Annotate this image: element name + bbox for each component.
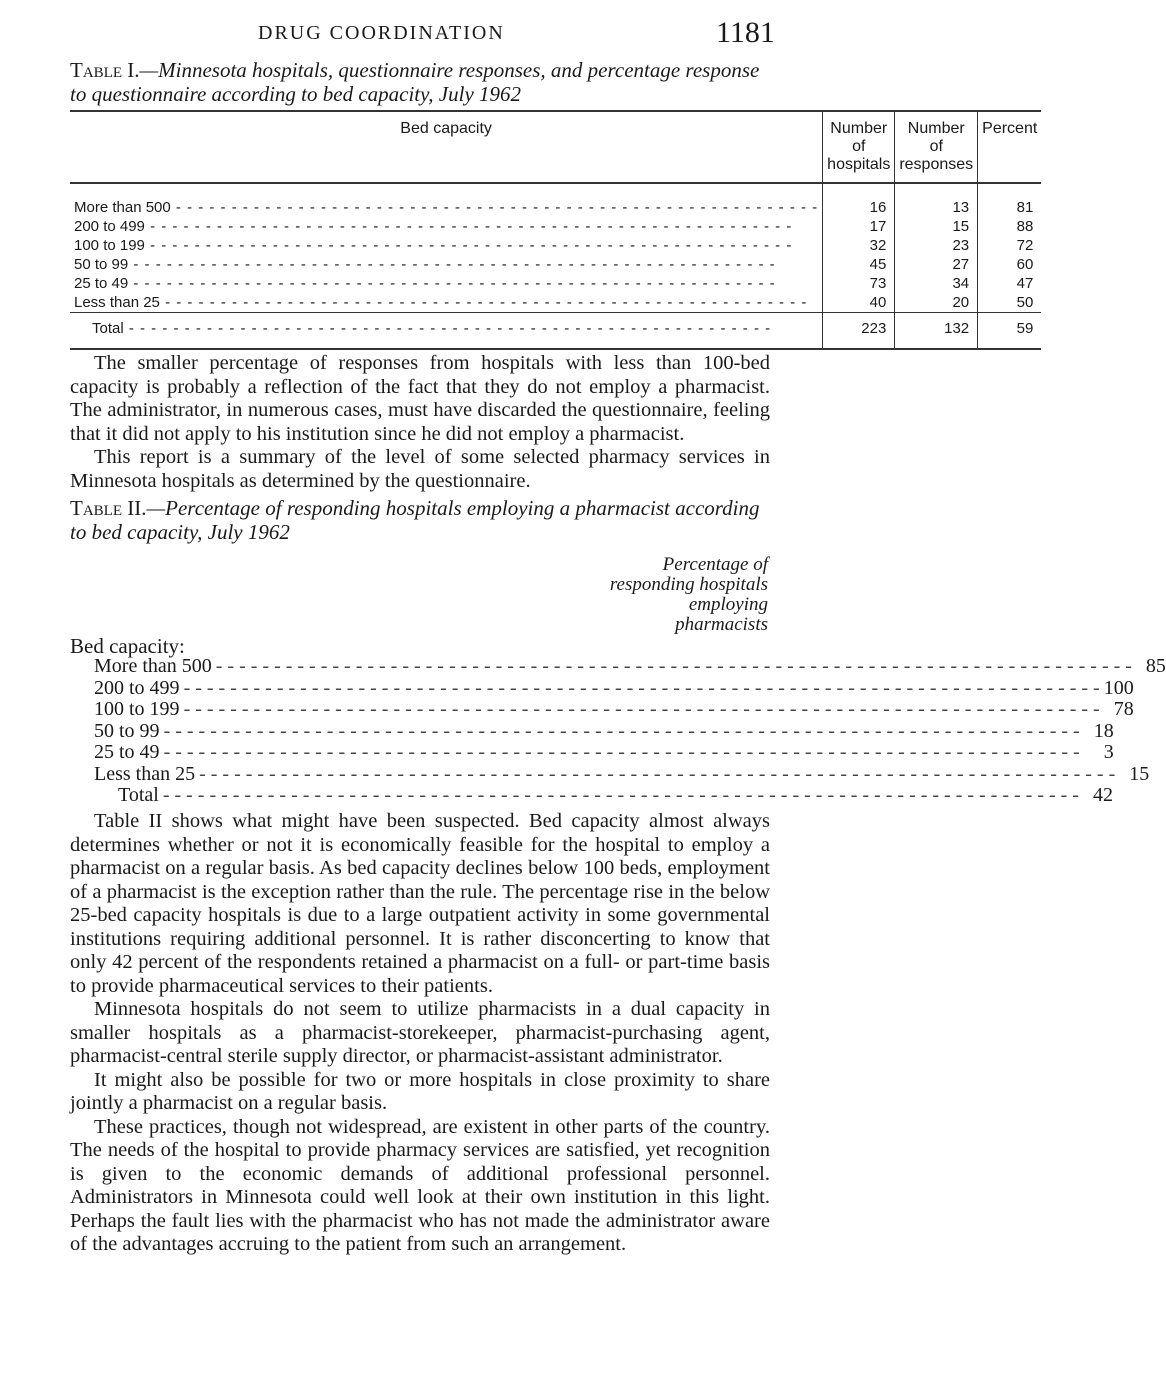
- table2-title-text: —Percentage of responding hospitals employing a pharmacist according to bed capacity, July 1962: [70, 496, 760, 544]
- paragraph: It might also be possible for two or more hospitals in close proximity to share jointly a pharmacist on a regular basis.: [70, 1068, 770, 1114]
- page-number: 1181: [716, 16, 775, 49]
- table-total-row: [70, 313, 1041, 350]
- table-row: [70, 255, 1041, 274]
- cell-hospitals: 40: [823, 293, 895, 313]
- row-label: 50 to 99 - - -: [70, 255, 823, 274]
- list-item-total: [94, 784, 1113, 807]
- body-text-1: [70, 352, 770, 493]
- list-item: [94, 719, 1114, 743]
- row-label: More than 500: [94, 655, 212, 677]
- table2-title-lead: Table II.: [70, 496, 147, 520]
- row-label: 25 to 49: [94, 741, 160, 763]
- cell-percent: 81: [978, 183, 1042, 217]
- table2-title: [70, 496, 770, 544]
- leader-dots: [163, 785, 1079, 807]
- leader-dots: [216, 656, 1132, 678]
- body-text-2: [70, 810, 770, 1257]
- total-label: Total: [118, 784, 159, 806]
- table1-col-hospitals: Number of hospitals: [823, 111, 895, 183]
- list-item: [94, 676, 1134, 700]
- table-row: [70, 217, 1041, 236]
- table1-title-text: —Minnesota hospitals, questionnaire responses, and percentage response to questionnaire according to bed capacity, July 1962: [70, 58, 760, 106]
- running-head: DRUG COORDINATION: [258, 22, 505, 44]
- list-item: [94, 762, 1150, 786]
- table-row: [70, 236, 1041, 255]
- row-value: 100: [1103, 676, 1134, 699]
- cell-hospitals: 73: [823, 274, 895, 293]
- cell-percent: 88: [978, 217, 1042, 236]
- table2-column-head: Percentage of responding hospitals employing pharmacists: [609, 554, 768, 635]
- table2-stub-head: Bed capacity:: [70, 634, 185, 658]
- table1-col-percent: Percent: [978, 111, 1042, 183]
- row-label: 100 to 199: [94, 698, 180, 720]
- row-value: 18: [1093, 719, 1114, 742]
- row-label: 25 to 49 - - -: [70, 274, 823, 293]
- cell-hospitals: 32: [823, 236, 895, 255]
- paragraph: This report is a summary of the level of some selected pharmacy services in Minnesota hospitals as determined by the questionnaire.: [70, 446, 770, 492]
- leader-dots: [164, 721, 1080, 743]
- row-label: 50 to 99: [94, 719, 160, 742]
- list-item: [94, 698, 1134, 721]
- cell-percent: 50: [978, 293, 1042, 313]
- cell-hospitals: 45: [823, 255, 895, 274]
- cell-responses: 15: [895, 217, 978, 236]
- row-value: 3: [1103, 741, 1114, 763]
- table1-col-responses: Number of responses: [895, 111, 978, 183]
- row-label: Less than 25: [94, 762, 196, 785]
- cell-responses: 23: [895, 236, 978, 255]
- leader-dots: [164, 742, 1080, 764]
- paragraph: These practices, though not widespread, are existent in other parts of the country. The needs of the hospital to provide pharmacy services are satisfied, yet recognition is given to the economic demands of additional professional personnel. Administrators in Minnesota could well look at their own institution in this light. Perhaps the fault lies with the pharmacist who has not made the administrator aware of the advantages accruing to the patient from such an arrangement.: [70, 1115, 770, 1255]
- table1-col-bed-capacity: Bed capacity: [70, 111, 823, 183]
- table1: [70, 110, 1038, 352]
- page-header: [0, 12, 801, 48]
- total-value: 42: [1092, 784, 1113, 806]
- cell-hospitals: 16: [823, 183, 895, 217]
- row-label: 200 to 499: [94, 676, 180, 699]
- paragraph: The smaller percentage of responses from hospitals with less than 100-bed capacity is probably a reflection of the fact that they do not employ a pharmacist. The administrator, in numerous cases, must have discarded the questionnaire, feeling that it did not apply to his institution since he did not employ a pharmacist.: [70, 352, 770, 445]
- row-value: 78: [1113, 698, 1134, 720]
- table-row: [70, 274, 1041, 293]
- total-hospitals: 223: [823, 313, 895, 350]
- row-label: 100 to 199 - - -: [70, 236, 823, 255]
- cell-percent: 72: [978, 236, 1042, 255]
- row-label: Less than 25 - - -: [70, 293, 823, 313]
- table-row: [70, 183, 1041, 217]
- cell-responses: 34: [895, 274, 978, 293]
- table-row: [70, 293, 1041, 313]
- list-item: [94, 741, 1114, 764]
- cell-hospitals: 17: [823, 217, 895, 236]
- total-percent: 59: [978, 313, 1042, 350]
- total-responses: 132: [895, 313, 978, 350]
- list-item: [94, 655, 1166, 678]
- cell-percent: 60: [978, 255, 1042, 274]
- table1-title: [70, 58, 770, 106]
- row-value: 15: [1129, 762, 1150, 785]
- paragraph: Table II shows what might have been suspected. Bed capacity almost always determines whether or not it is economically feasible for the hospital to employ a pharmacist on a regular basis. As bed capacity declines below 100 beds, employment of a pharmacist is the exception rather than the rule. The percentage rise in the below 25-bed capacity hospitals is due to a large outpatient activity in some governmental institutions requiring additional personnel. It is rather disconcerting to know that only 42 percent of the respondents retained a pharmacist on a full- or part-time basis to provide pharmaceutical services to their patients.: [70, 810, 770, 997]
- leader-dots: [184, 678, 1100, 700]
- cell-responses: 20: [895, 293, 978, 313]
- cell-percent: 47: [978, 274, 1042, 293]
- cell-responses: 13: [895, 183, 978, 217]
- table1-title-lead: Table I.: [70, 58, 140, 82]
- table2: [94, 655, 1166, 807]
- total-label: Total - - -: [70, 313, 823, 350]
- row-label: 200 to 499 - - -: [70, 217, 823, 236]
- cell-responses: 27: [895, 255, 978, 274]
- table1-header-row: [70, 111, 1041, 183]
- row-value: 85: [1145, 655, 1166, 677]
- leader-dots: [199, 764, 1115, 786]
- leader-dots: [184, 699, 1100, 721]
- row-label: More than 500 - - -: [70, 183, 823, 217]
- paragraph: Minnesota hospitals do not seem to utilize pharmacists in a dual capacity in smaller hospitals as a pharmacist-storekeeper, pharmacist-purchasing agent, pharmacist-central sterile supply director, or pharmacist-assistant administrator.: [70, 998, 770, 1067]
